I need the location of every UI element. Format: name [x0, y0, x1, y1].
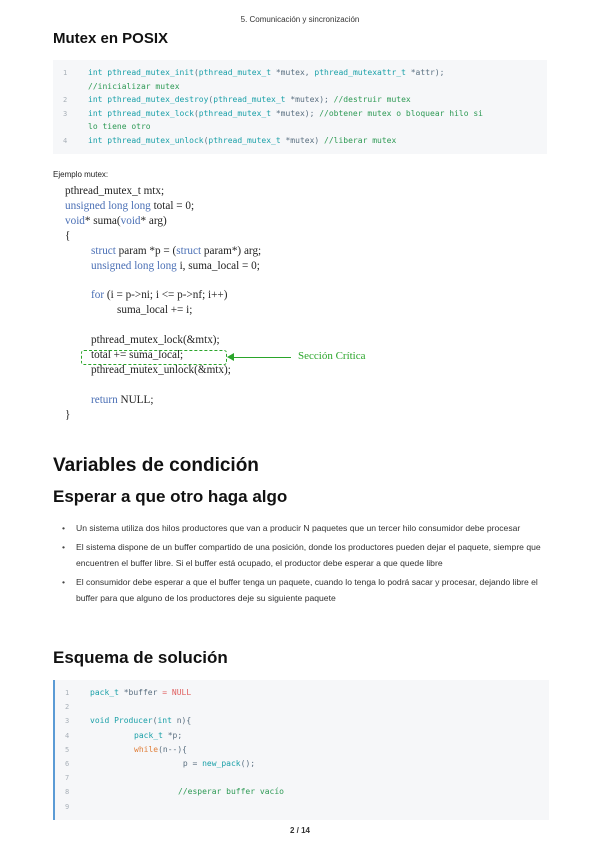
code-line: unsigned long long i, suma_local = 0; [91, 259, 260, 272]
code-line [53, 81, 547, 93]
code-line: } [65, 408, 71, 421]
critical-section-label: Sección Crítica [298, 350, 366, 362]
code-line [53, 121, 547, 133]
code-line: struct param *p = (struct param*) arg; [91, 244, 262, 257]
page-number: 2 / 14 [289, 826, 310, 835]
code-line: suma_local += i; [117, 304, 193, 317]
line-number: 6 [65, 760, 70, 768]
mutex-example-code [55, 184, 395, 429]
code-line [55, 701, 549, 713]
code-text: while(n--){ [134, 744, 187, 754]
list-item: • El consumidor debe esperar a que el buffer tenga un paquete, cuando lo tenga lo podrá sacar y procesar, dejando libre el buffer para que alguno de los productores deje su siguiente paquete [62, 574, 552, 606]
code-line [55, 744, 549, 756]
line-number: 1 [65, 689, 70, 697]
line-number: 5 [65, 745, 70, 754]
code-line [53, 108, 547, 120]
code-line: unsigned long long total = 0; [65, 199, 195, 212]
code-line: total += suma_local; [91, 348, 184, 361]
line-number: 3 [63, 109, 68, 118]
code-line [55, 715, 549, 727]
code-text: //esperar buffer vacío [178, 787, 284, 797]
code-block-mutex-api [53, 60, 547, 154]
section-title-condition-variables: Variables de condición [53, 455, 259, 476]
code-text: pack_t *p; [134, 730, 183, 740]
bullet-list [62, 520, 552, 609]
section-title-mutex: Mutex en POSIX [53, 30, 169, 47]
page-header: 5. Comunicación y sincronización [240, 15, 360, 24]
code-line [53, 67, 547, 79]
line-number: 8 [65, 788, 70, 797]
subsection-title-wait: Esperar a que otro haga algo [53, 487, 288, 506]
code-line [55, 758, 549, 770]
code-line: return NULL; [91, 393, 154, 406]
code-line [53, 135, 547, 147]
line-number: 2 [65, 703, 70, 712]
code-text: //inicializar mutex [88, 81, 180, 91]
list-item: • Un sistema utiliza dos hilos productores que van a producir N paquetes que un tercer hilo consumidor debe procesar [62, 520, 552, 536]
code-line: pthread_mutex_lock(&mtx); [91, 334, 220, 346]
code-block-producer [53, 680, 549, 820]
subsection-title-solution: Esquema de solución [53, 648, 228, 667]
code-text: p = new_pack(); [178, 759, 256, 768]
critical-section-arrow [231, 357, 291, 358]
code-line: void* suma(void* arg) [65, 214, 167, 227]
critical-section-box [81, 350, 227, 365]
line-number: 1 [63, 69, 68, 77]
line-number: 4 [63, 136, 68, 145]
code-line [55, 730, 549, 742]
code-line [53, 94, 547, 106]
code-line: pthread_mutex_t mtx; [65, 185, 165, 197]
code-text: lo tiene otro [88, 122, 151, 131]
code-text: int pthread_mutex_lock(pthread_mutex_t *mutex); //obtener mutex o bloquear hilo si [88, 108, 483, 118]
example-label: Ejemplo mutex: [53, 170, 109, 179]
code-line: pthread_mutex_unlock(&mtx); [91, 363, 231, 376]
line-number: 4 [65, 731, 70, 740]
code-line [55, 801, 549, 813]
line-number: 2 [63, 96, 68, 104]
code-text: pack_t *buffer = NULL [90, 688, 192, 697]
code-text: int pthread_mutex_unlock(pthread_mutex_t *mutex) //liberar mutex [88, 135, 397, 145]
line-number: 7 [65, 774, 70, 783]
arrow-head-icon [227, 353, 234, 361]
code-line [55, 687, 549, 699]
code-line [55, 786, 549, 798]
code-text: int pthread_mutex_init(pthread_mutex_t *mutex, pthread_mutexattr_t *attr); [88, 68, 445, 77]
code-text: void Producer(int n){ [90, 716, 192, 726]
code-line [55, 772, 549, 784]
line-number: 3 [65, 717, 70, 726]
code-text: int pthread_mutex_destroy(pthread_mutex_t *mutex); //destruir mutex [88, 95, 411, 104]
line-number: 9 [65, 802, 70, 811]
code-line: for (i = p->ni; i <= p->nf; i++) [91, 289, 228, 302]
list-item: • El sistema dispone de un buffer compartido de una posición, donde los productores pueden dejar el paquete, siempre que encuentren el buffer libre. Si el buffer está ocupado, el productor debe esperar a que quede libre [62, 539, 552, 571]
code-line: { [65, 229, 71, 242]
